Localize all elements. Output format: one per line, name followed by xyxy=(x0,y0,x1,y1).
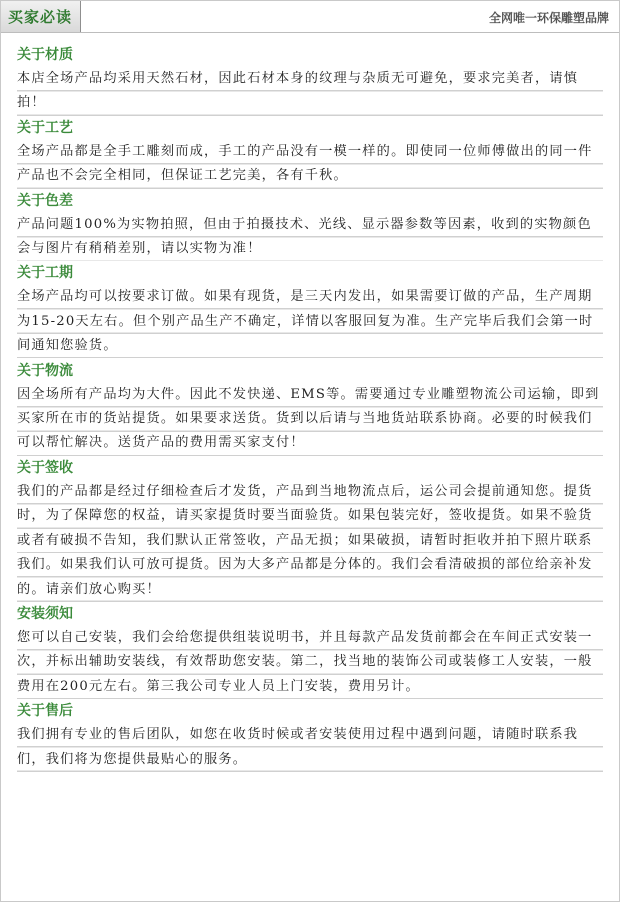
section-text: 全场产品都是全手工雕刻而成，手工的产品没有一模一样的。即使同一位师傅做出的同一件产品也不会完全相同，但保证工艺完美，各有千秋。 xyxy=(17,140,603,189)
section-heading: 关于工艺 xyxy=(17,119,73,136)
section-text: 因全场所有产品均为大件。因此不发快递、EMS等。需要通过专业雕塑物流公司运输，即到买家所在市的货站提货。如果要求送货。货到以后请与当地货站联系协商。必要的时候我们可以帮忙解决。送货产品的费用需买家支付！ xyxy=(17,383,603,456)
brand-slogan: 全网唯一环保雕塑品牌 xyxy=(488,11,609,25)
section-color-difference xyxy=(17,189,603,262)
section-heading: 关于签收 xyxy=(17,459,73,476)
section-heading: 关于售后 xyxy=(17,703,73,720)
panel-title: 买家必读 xyxy=(8,8,73,26)
section-text: 您可以自己安装，我们会给您提供组装说明书，并且每款产品发货前都会在车间正式安装一次，并标出辅助安装线，有效帮助您安装。第二，找当地的装饰公司或装修工人安装，一般费用在200元左右。第三我公司专业人员上门安装，费用另计。 xyxy=(17,626,603,699)
panel-header xyxy=(1,1,619,33)
section-heading: 关于材质 xyxy=(17,47,73,63)
section-heading: 关于工期 xyxy=(17,265,73,282)
section-installation xyxy=(17,602,603,699)
section-text: 我们拥有专业的售后团队，如您在收货时候或者安装使用过程中遇到问题，请随时联系我们，我们将为您提供最贴心的服务。 xyxy=(17,723,603,772)
title-tab xyxy=(1,1,81,32)
section-signing xyxy=(17,456,603,602)
section-craft xyxy=(17,116,603,189)
section-text: 产品问题100%为实物拍照，但由于拍摄技术、光线、显示器参数等因素，收到的实物颜色会与图片有稍稍差别，请以实物为准！ xyxy=(17,213,603,262)
section-text: 全场产品均可以按要求订做。如果有现货，是三天内发出，如果需要订做的产品，生产周期为15-20天左右。但个别产品生产不确定，详情以客服回复为准。生产完毕后我们会第一时间通知您验货。 xyxy=(17,285,603,358)
section-text: 我们的产品都是经过仔细检查后才发货，产品到当地物流点后，运公司会提前通知您。提货时，为了保障您的权益，请买家提货时要当面验货。如果包装完好，签收提货。如果不验货或者有破损不告知，我们默认正常签收，产品无损；如果破损，请暂时拒收并拍下照片联系我们。如果我们认可放可提货。因为大多产品都是分体的。我们会看清破损的部位给亲补发的。请亲们放心购买！ xyxy=(17,480,603,602)
section-heading: 关于色差 xyxy=(17,192,73,209)
section-heading: 关于物流 xyxy=(17,362,73,379)
section-after-sales xyxy=(17,699,603,772)
section-heading: 安装须知 xyxy=(17,605,73,622)
section-material xyxy=(17,43,603,116)
section-text: 本店全场产品均采用天然石材，因此石材本身的纹理与杂质无可避免，要求完美者，请慎拍！ xyxy=(17,67,603,116)
section-logistics xyxy=(17,359,603,456)
content-area xyxy=(17,43,603,772)
section-lead-time xyxy=(17,261,603,358)
